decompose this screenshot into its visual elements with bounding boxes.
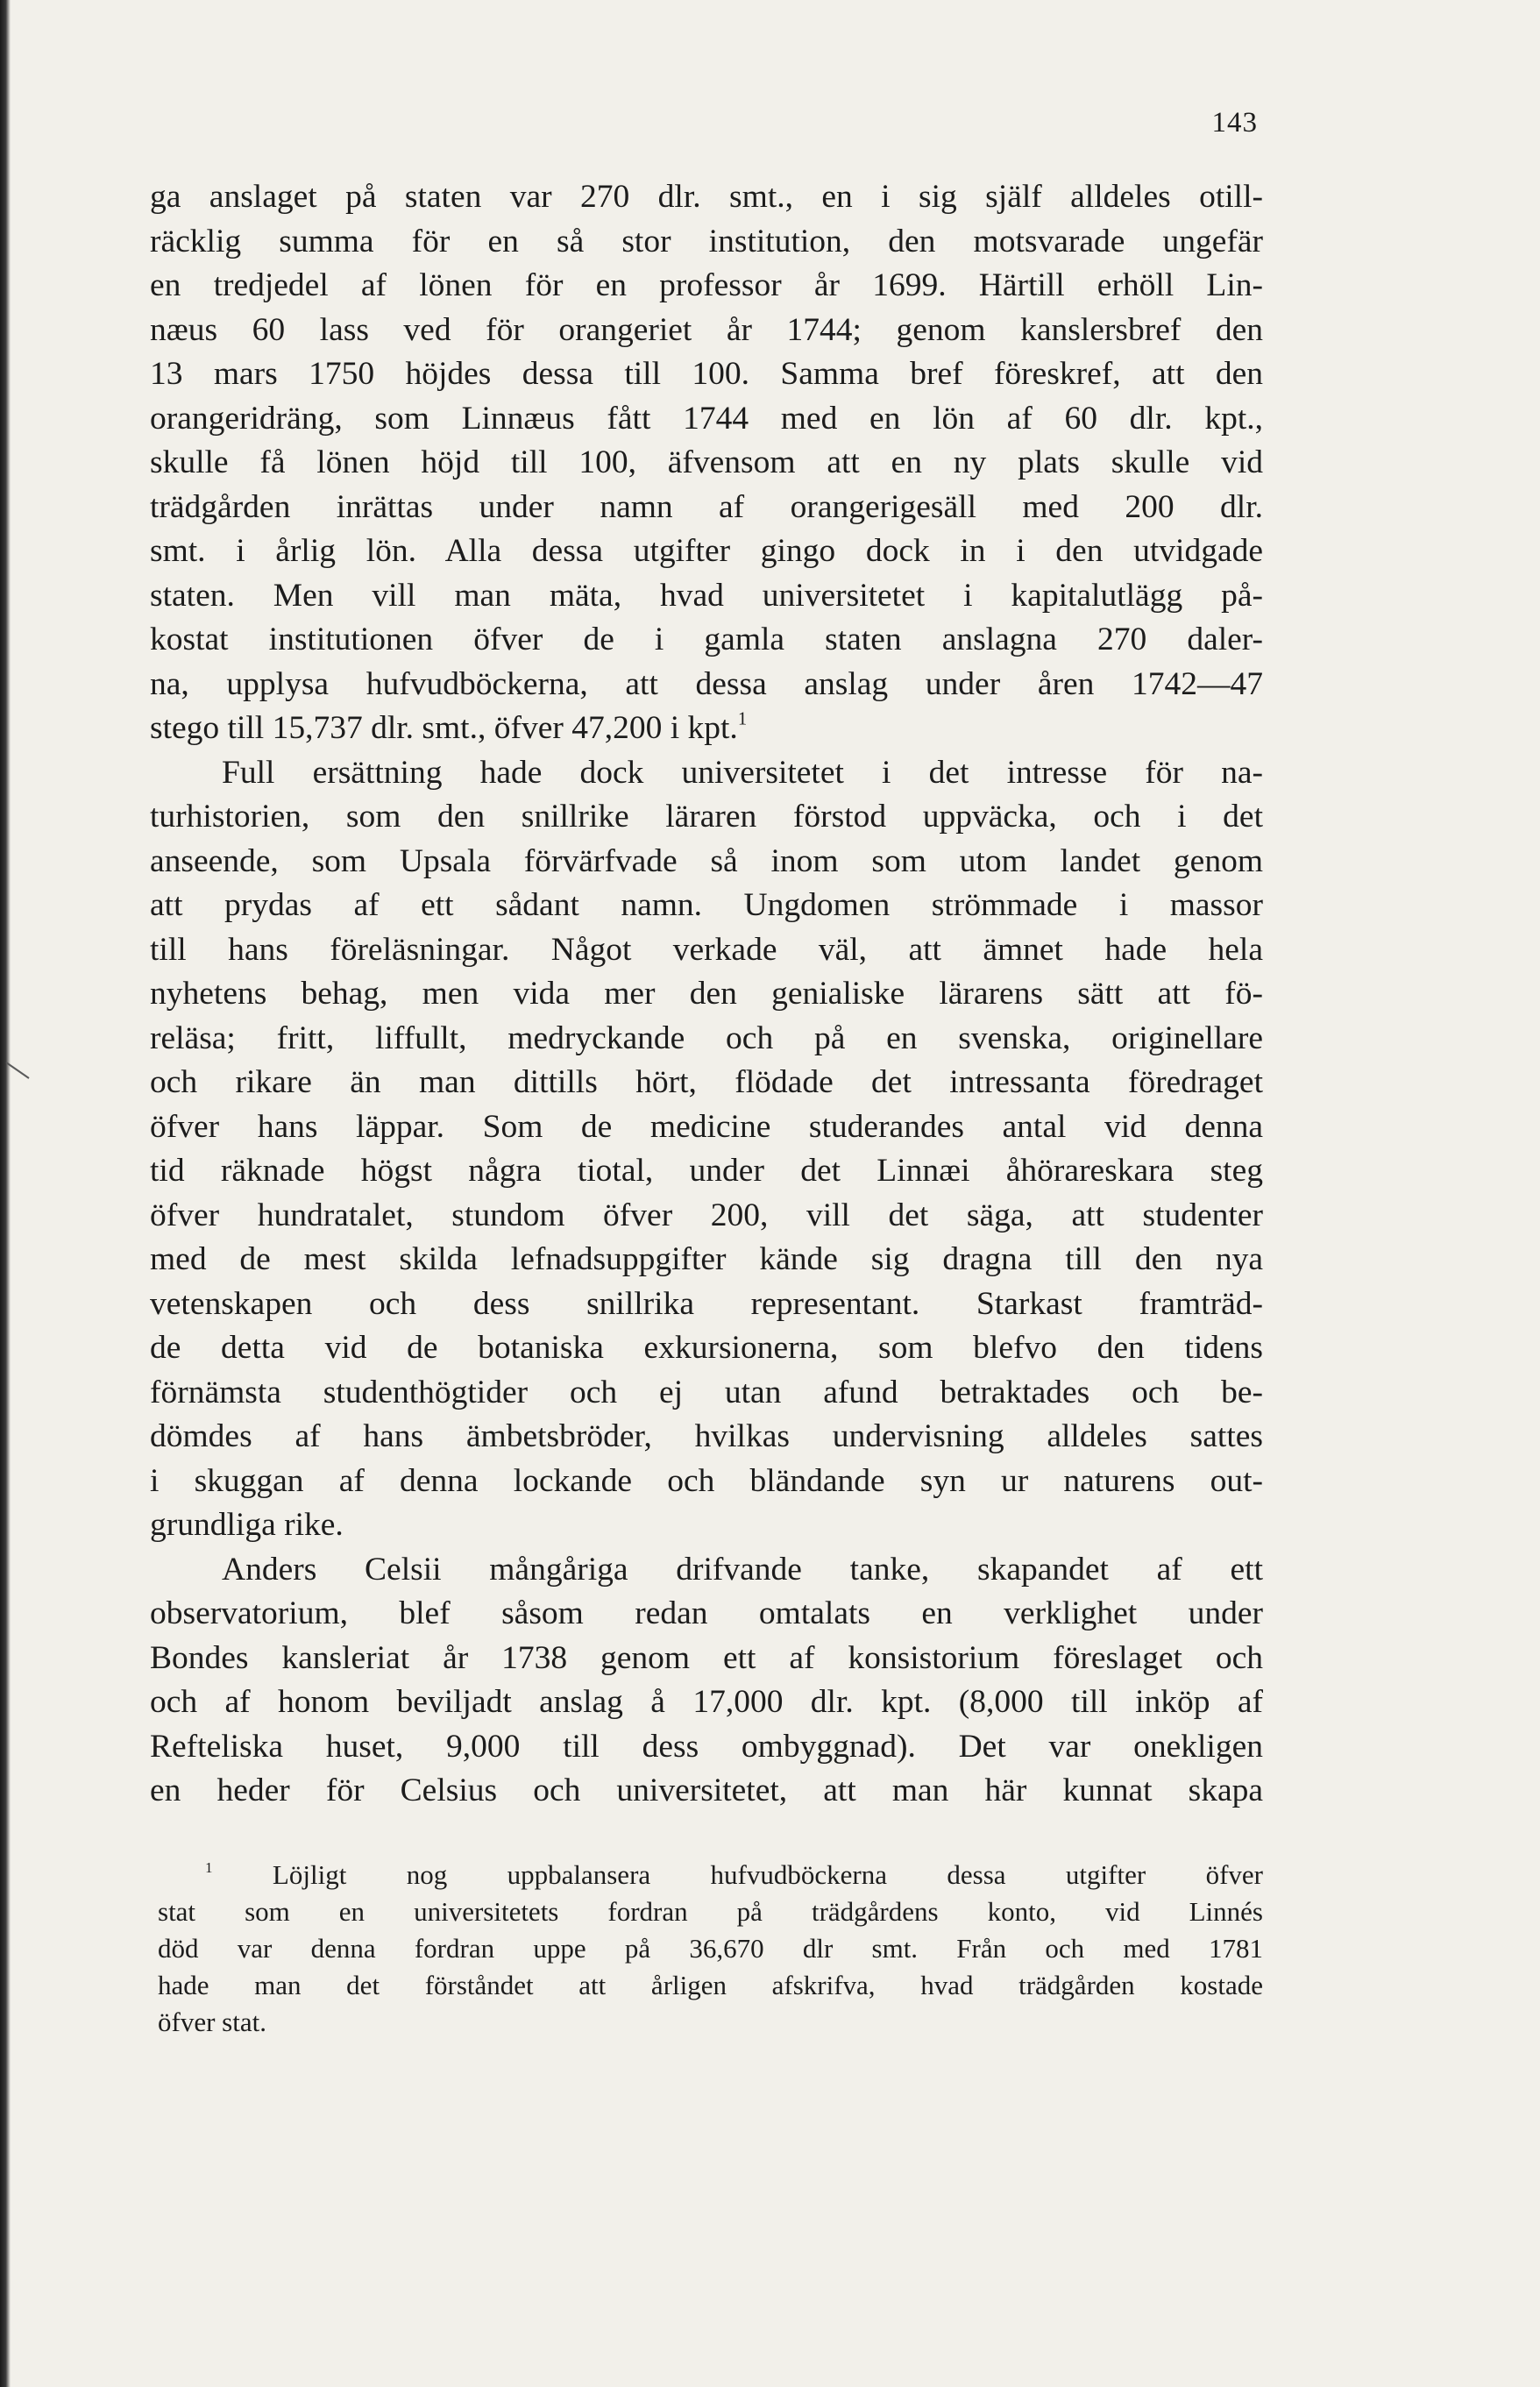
text-line: grundliga rike. bbox=[150, 1507, 344, 1543]
footnote-line: hade man det förståndet att årligen afskrifva, hvad trädgården kostade bbox=[158, 1970, 1263, 2000]
text-line: räcklig summa för en så stor institution, den motsvarade ungefär bbox=[150, 223, 1263, 259]
text-line: en heder för Celsius och universitetet, att man här kunnat skapa bbox=[150, 1772, 1263, 1808]
text-line: och rikare än man dittills hört, flödade det intressanta föredraget bbox=[150, 1064, 1263, 1100]
text-line: turhistorien, som den snillrike läraren förstod uppväcka, och i det bbox=[150, 799, 1263, 835]
text-line: reläsa; fritt, liffullt, medryckande och på en svenska, originellare bbox=[150, 1019, 1263, 1056]
text-line: förnämsta studenthögtider och ej utan afund betraktades och be- bbox=[150, 1374, 1263, 1410]
text-line: de detta vid de botaniska exkursionerna, som blefvo den tidens bbox=[150, 1330, 1263, 1366]
text-line-content: stego till 15,737 dlr. smt., öfver 47,200 i kpt. bbox=[150, 710, 738, 746]
text-line: staten. Men vill man mäta, hvad universitetet i kapitalutlägg på- bbox=[150, 577, 1263, 614]
footnote-line bbox=[158, 1857, 1263, 1893]
footnote-line: död var denna fordran uppe på 36,670 dlr smt. Från och med 1781 bbox=[158, 1933, 1263, 1964]
text-line: och af honom beviljadt anslag å 17,000 dlr. kpt. (8,000 till inköp af bbox=[150, 1684, 1263, 1720]
footnote-reference[interactable]: 1 bbox=[737, 709, 748, 729]
margin-pencil-mark bbox=[4, 1059, 39, 1085]
binding-edge bbox=[0, 0, 11, 2387]
text-line bbox=[150, 707, 1263, 751]
text-line: Bondes kansleriat år 1738 genom ett af konsistorium föreslaget och bbox=[150, 1639, 1263, 1676]
text-line: vetenskapen och dess snillrika representant. Starkast framträd- bbox=[150, 1285, 1263, 1322]
text-line: till hans föreläsningar. Något verkade väl, att ämnet hade hela bbox=[150, 931, 1263, 968]
text-line: i skuggan af denna lockande och bländande syn ur naturens out- bbox=[150, 1462, 1263, 1499]
text-line: tid räknade högst några tiotal, under det Linnæi åhörareskara steg bbox=[150, 1153, 1263, 1189]
text-line: trädgården inrättas under namn af orangerigesäll med 200 dlr. bbox=[150, 488, 1263, 525]
text-line: kostat institutionen öfver de i gamla staten anslagna 270 daler- bbox=[150, 622, 1263, 657]
text-line: nyhetens behag, men vida mer den genialiske lärarens sätt att fö- bbox=[150, 976, 1263, 1012]
text-line: 13 mars 1750 höjdes dessa till 100. Samma bref föreskref, att den bbox=[150, 356, 1263, 392]
text-line: ga anslaget på staten var 270 dlr. smt., en i sig själf alldeles otill- bbox=[150, 179, 1263, 215]
page-number: 143 bbox=[1211, 107, 1258, 139]
footnote-line-content: Löjligt nog uppbalansera hufvudböckerna dessa utgifter öfver bbox=[272, 1859, 1263, 1890]
footnote bbox=[158, 1857, 1263, 2041]
text-line: anseende, som Upsala förvärfvade så inom som utom landet genom bbox=[150, 842, 1263, 879]
body-text bbox=[150, 175, 1263, 1814]
text-line: orangeridräng, som Linnæus fått 1744 med en lön af 60 dlr. kpt., bbox=[150, 400, 1263, 437]
text-line: en tredjedel af lönen för en professor år 1699. Härtill erhöll Lin- bbox=[150, 267, 1263, 303]
text-line: med de mest skilda lefnadsuppgifter kände sig dragna till den nya bbox=[150, 1241, 1263, 1277]
text-line: næus 60 lass ved för orangeriet år 1744; genom kanslersbref den bbox=[150, 311, 1263, 348]
text-line: Refteliska huset, 9,000 till dess ombyggnad). Det var onekligen bbox=[150, 1728, 1263, 1765]
footnote-marker: 1 bbox=[205, 1859, 213, 1877]
text-line: observatorium, blef såsom redan omtalats en verklighet under bbox=[150, 1595, 1263, 1631]
text-line: öfver hundratalet, stundom öfver 200, vill det säga, att studenter bbox=[150, 1197, 1263, 1233]
text-line: Full ersättning hade dock universitetet i det intresse för na- bbox=[222, 754, 1263, 791]
text-line: att prydas af ett sådant namn. Ungdomen strömmade i massor bbox=[150, 887, 1263, 923]
text-line: dömdes af hans ämbetsbröder, hvilkas undervisning alldeles sattes bbox=[150, 1418, 1263, 1454]
text-line: na, upplysa hufvudböckerna, att dessa anslag under åren 1742—47 bbox=[150, 665, 1263, 702]
text-line: smt. i årlig lön. Alla dessa utgifter gingo dock in i den utvidgade bbox=[150, 533, 1263, 569]
footnote-line: öfver stat. bbox=[158, 2007, 266, 2037]
text-line: öfver hans läppar. Som de medicine studerandes antal vid denna bbox=[150, 1108, 1263, 1145]
footnote-line: stat som en universitetets fordran på trädgårdens konto, vid Linnés bbox=[158, 1896, 1263, 1927]
text-line: skulle få lönen höjd till 100, äfvensom att en ny plats skulle vid bbox=[150, 444, 1263, 480]
text-line: Anders Celsii mångåriga drifvande tanke, skapandet af ett bbox=[222, 1551, 1263, 1588]
